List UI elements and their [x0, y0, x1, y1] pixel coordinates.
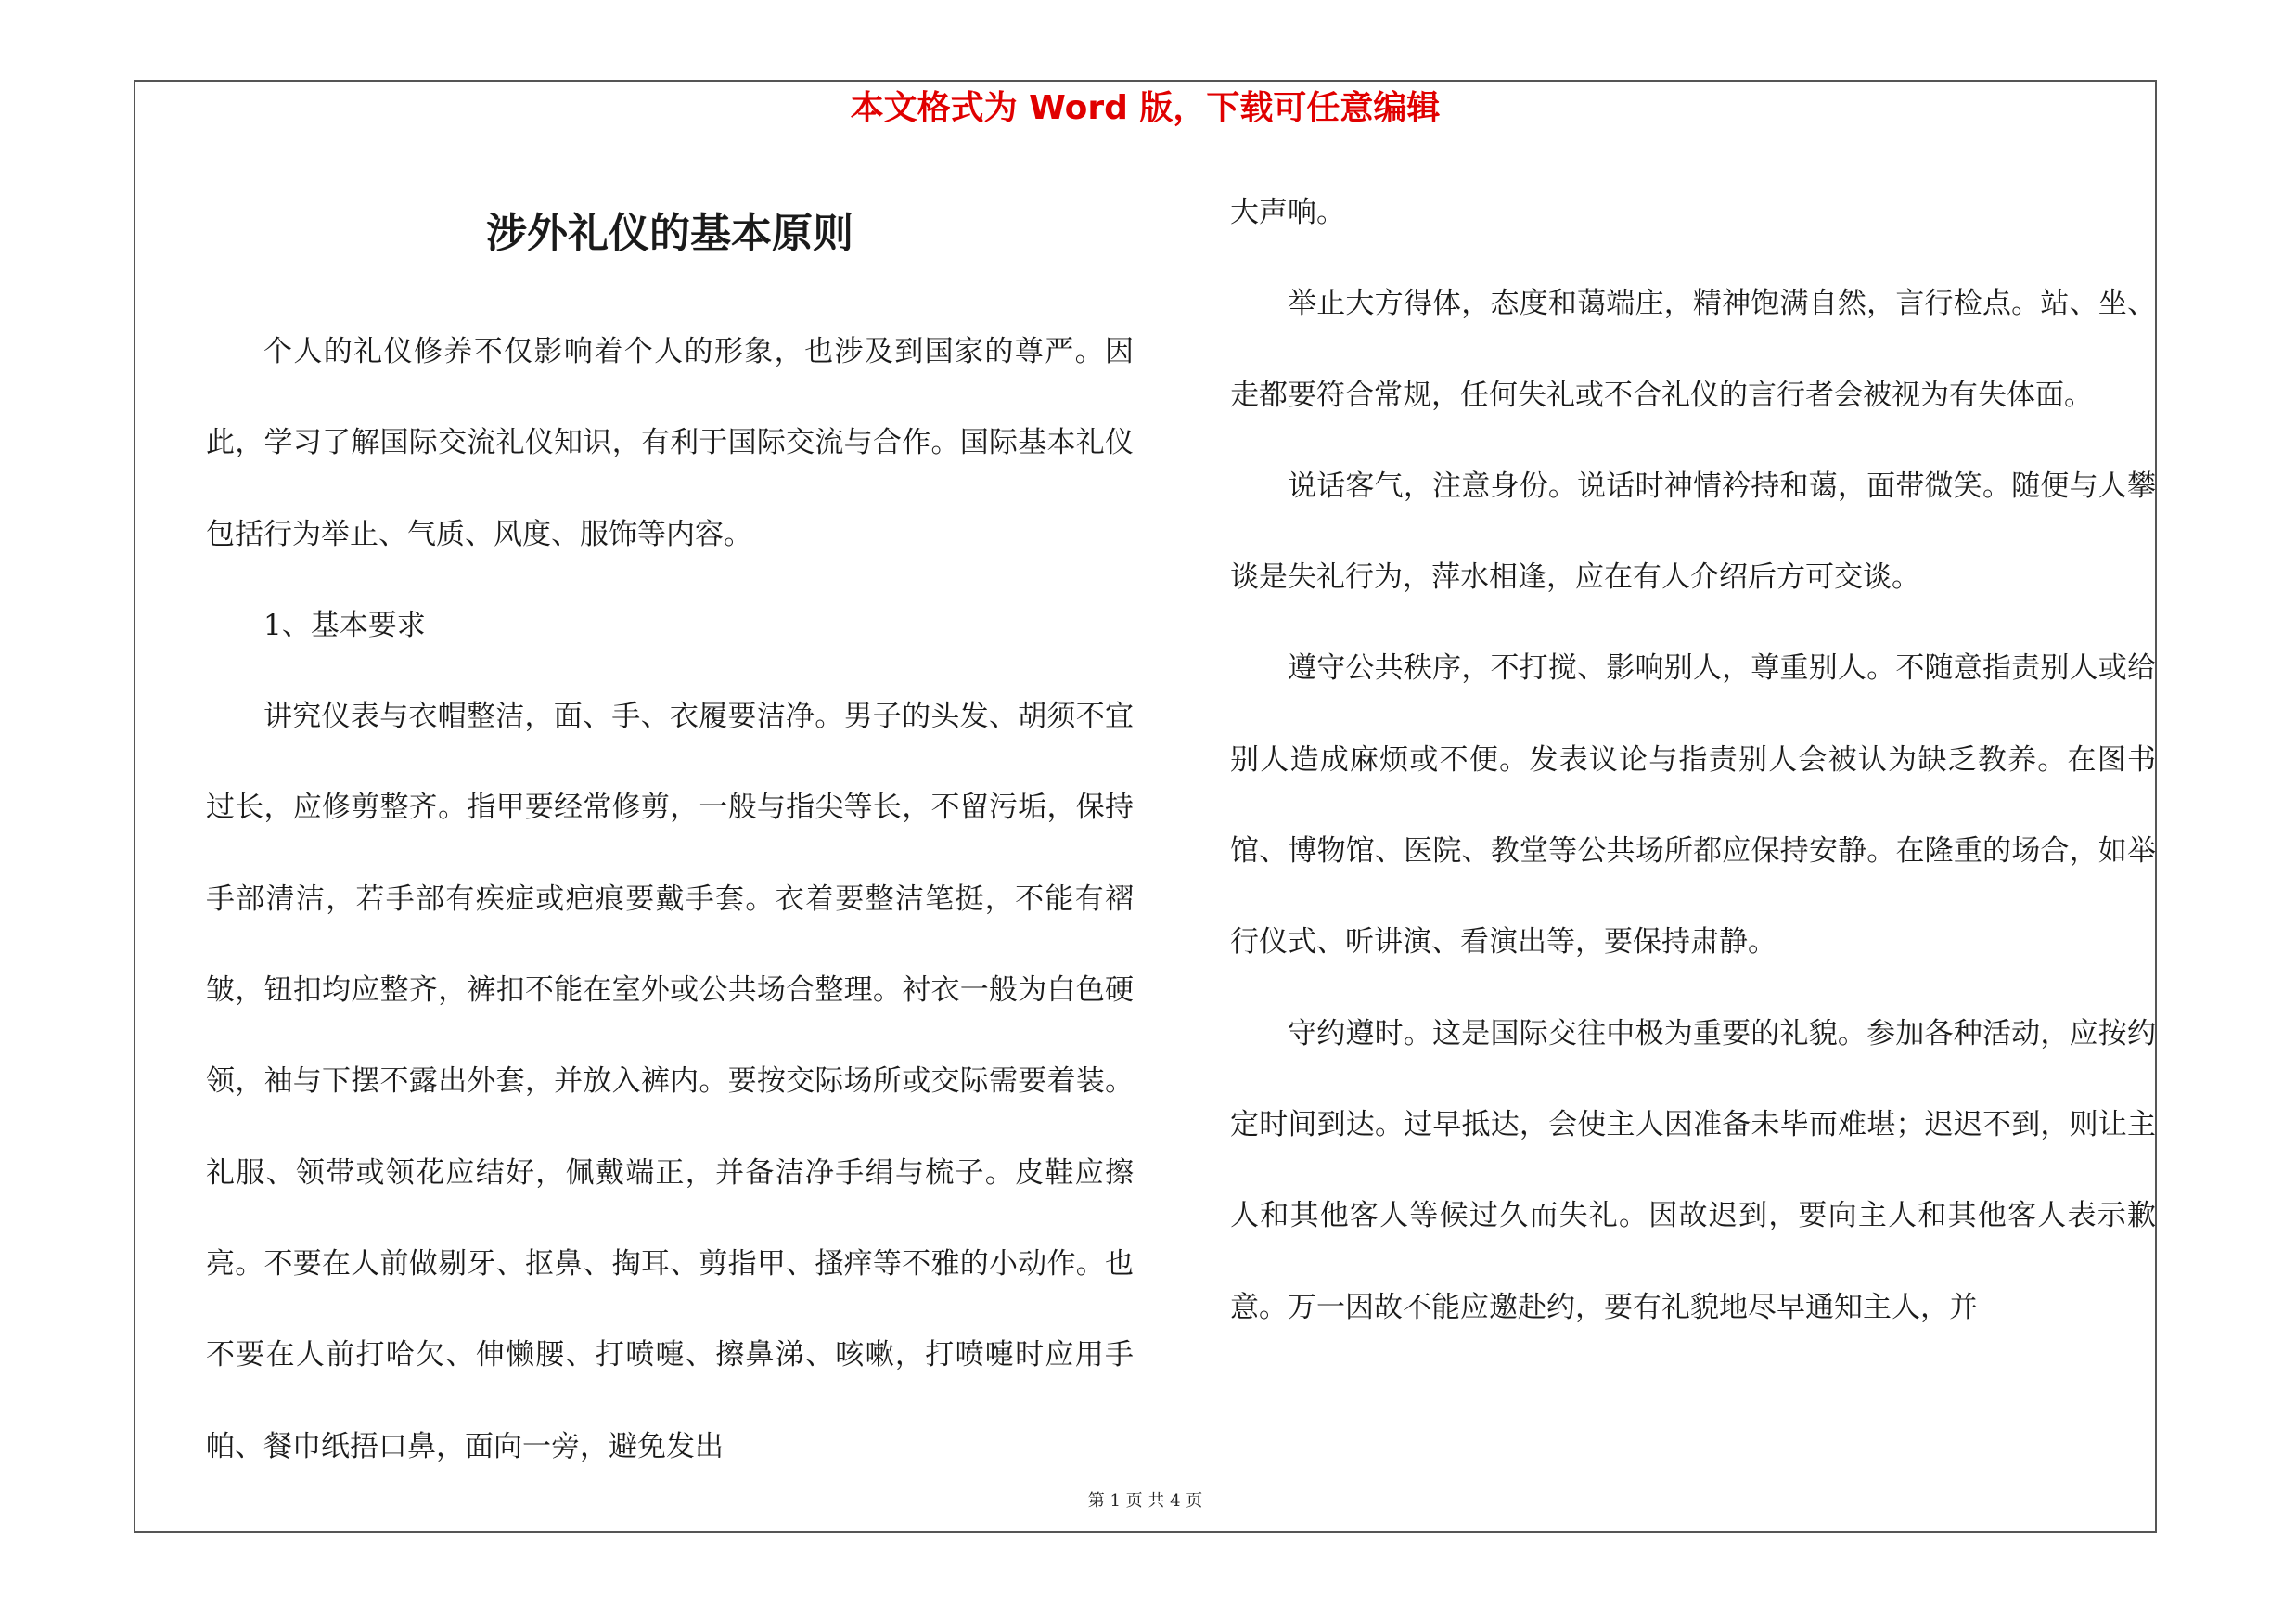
document-title: 涉外礼仪的基本原则 [486, 210, 853, 257]
paragraph-public-order: 遵守公共秩序，不打搅、影响别人，尊重别人。不随意指责别人或给别人造成麻烦或不便。发表议论与指责别人会被认为缺乏教养。在图书馆、博物馆、医院、教堂等公共场所都应保持安静。在隆重的场合，如举行仪式、听讲演、看演出等，要保持肃静。 [1230, 651, 2156, 960]
word-format-banner: 本文格式为 Word 版，下载可任意编辑 [850, 89, 1441, 127]
paragraph-punctuality: 守约遵时。这是国际交往中极为重要的礼貌。参加各种活动，应按约定时间到达。过早抵达，会使主人因准备未毕而难堪；迟迟不到，则让主人和其他客人等候过久而失礼。因故迟到，要向主人和其他客人表示歉意。万一因故不能应邀赴约，要有礼貌地尽早通知主人，并 [1230, 1016, 2156, 1324]
paragraph-behavior: 举止大方得体，态度和蔼端庄，精神饱满自然，言行检点。站、坐、走都要符合常规，任何失礼或不合礼仪的言行者会被视为有失体面。 [1230, 287, 2156, 412]
paragraph-intro: 个人的礼仪修养不仅影响着个人的形象，也涉及到国家的尊严。因此，学习了解国际交流礼仪知识，有利于国际交流与合作。国际基本礼仪包括行为举止、气质、风度、服饰等内容。 [206, 335, 1134, 551]
paragraph-speech: 说话客气，注意身份。说话时神情衿持和蔼，面带微笑。随便与人攀谈是失礼行为，萍水相逢，应在有人介绍后方可交谈。 [1230, 469, 2156, 595]
paragraph-continuation: 大声响。 [1230, 196, 1345, 229]
left-column [206, 306, 1134, 1492]
section-heading: 1、基本要求 [263, 608, 426, 642]
page-number-footer: 第 1 页 共 4 页 [1087, 1491, 1203, 1511]
paragraph-appearance: 讲究仪表与衣帽整洁，面、手、衣履要洁净。男子的头发、胡须不宜过长，应修剪整齐。指甲要经常修剪，一般与指尖等长，不留污垢，保持手部清洁，若手部有疾症或疤痕要戴手套。衣着要整洁笔挺，不能有褶皱，钮扣均应整齐，裤扣不能在室外或公共场合整理。衬衣一般为白色硬领，袖与下摆不露出外套，并放入裤内。要按交际场所或交际需要着装。礼服、领带或领花应结好，佩戴端正，并备洁净手绢与梳子。皮鞋应擦亮。不要在人前做剔牙、抠鼻、掏耳、剪指甲、搔痒等不雅的小动作。也不要在人前打哈欠、伸懒腰、打喷嚏、擦鼻涕、咳嗽，打喷嚏时应用手帕、餐巾纸捂口鼻，面向一旁，避免发出 [206, 700, 1134, 1463]
right-column [1230, 167, 2156, 1353]
